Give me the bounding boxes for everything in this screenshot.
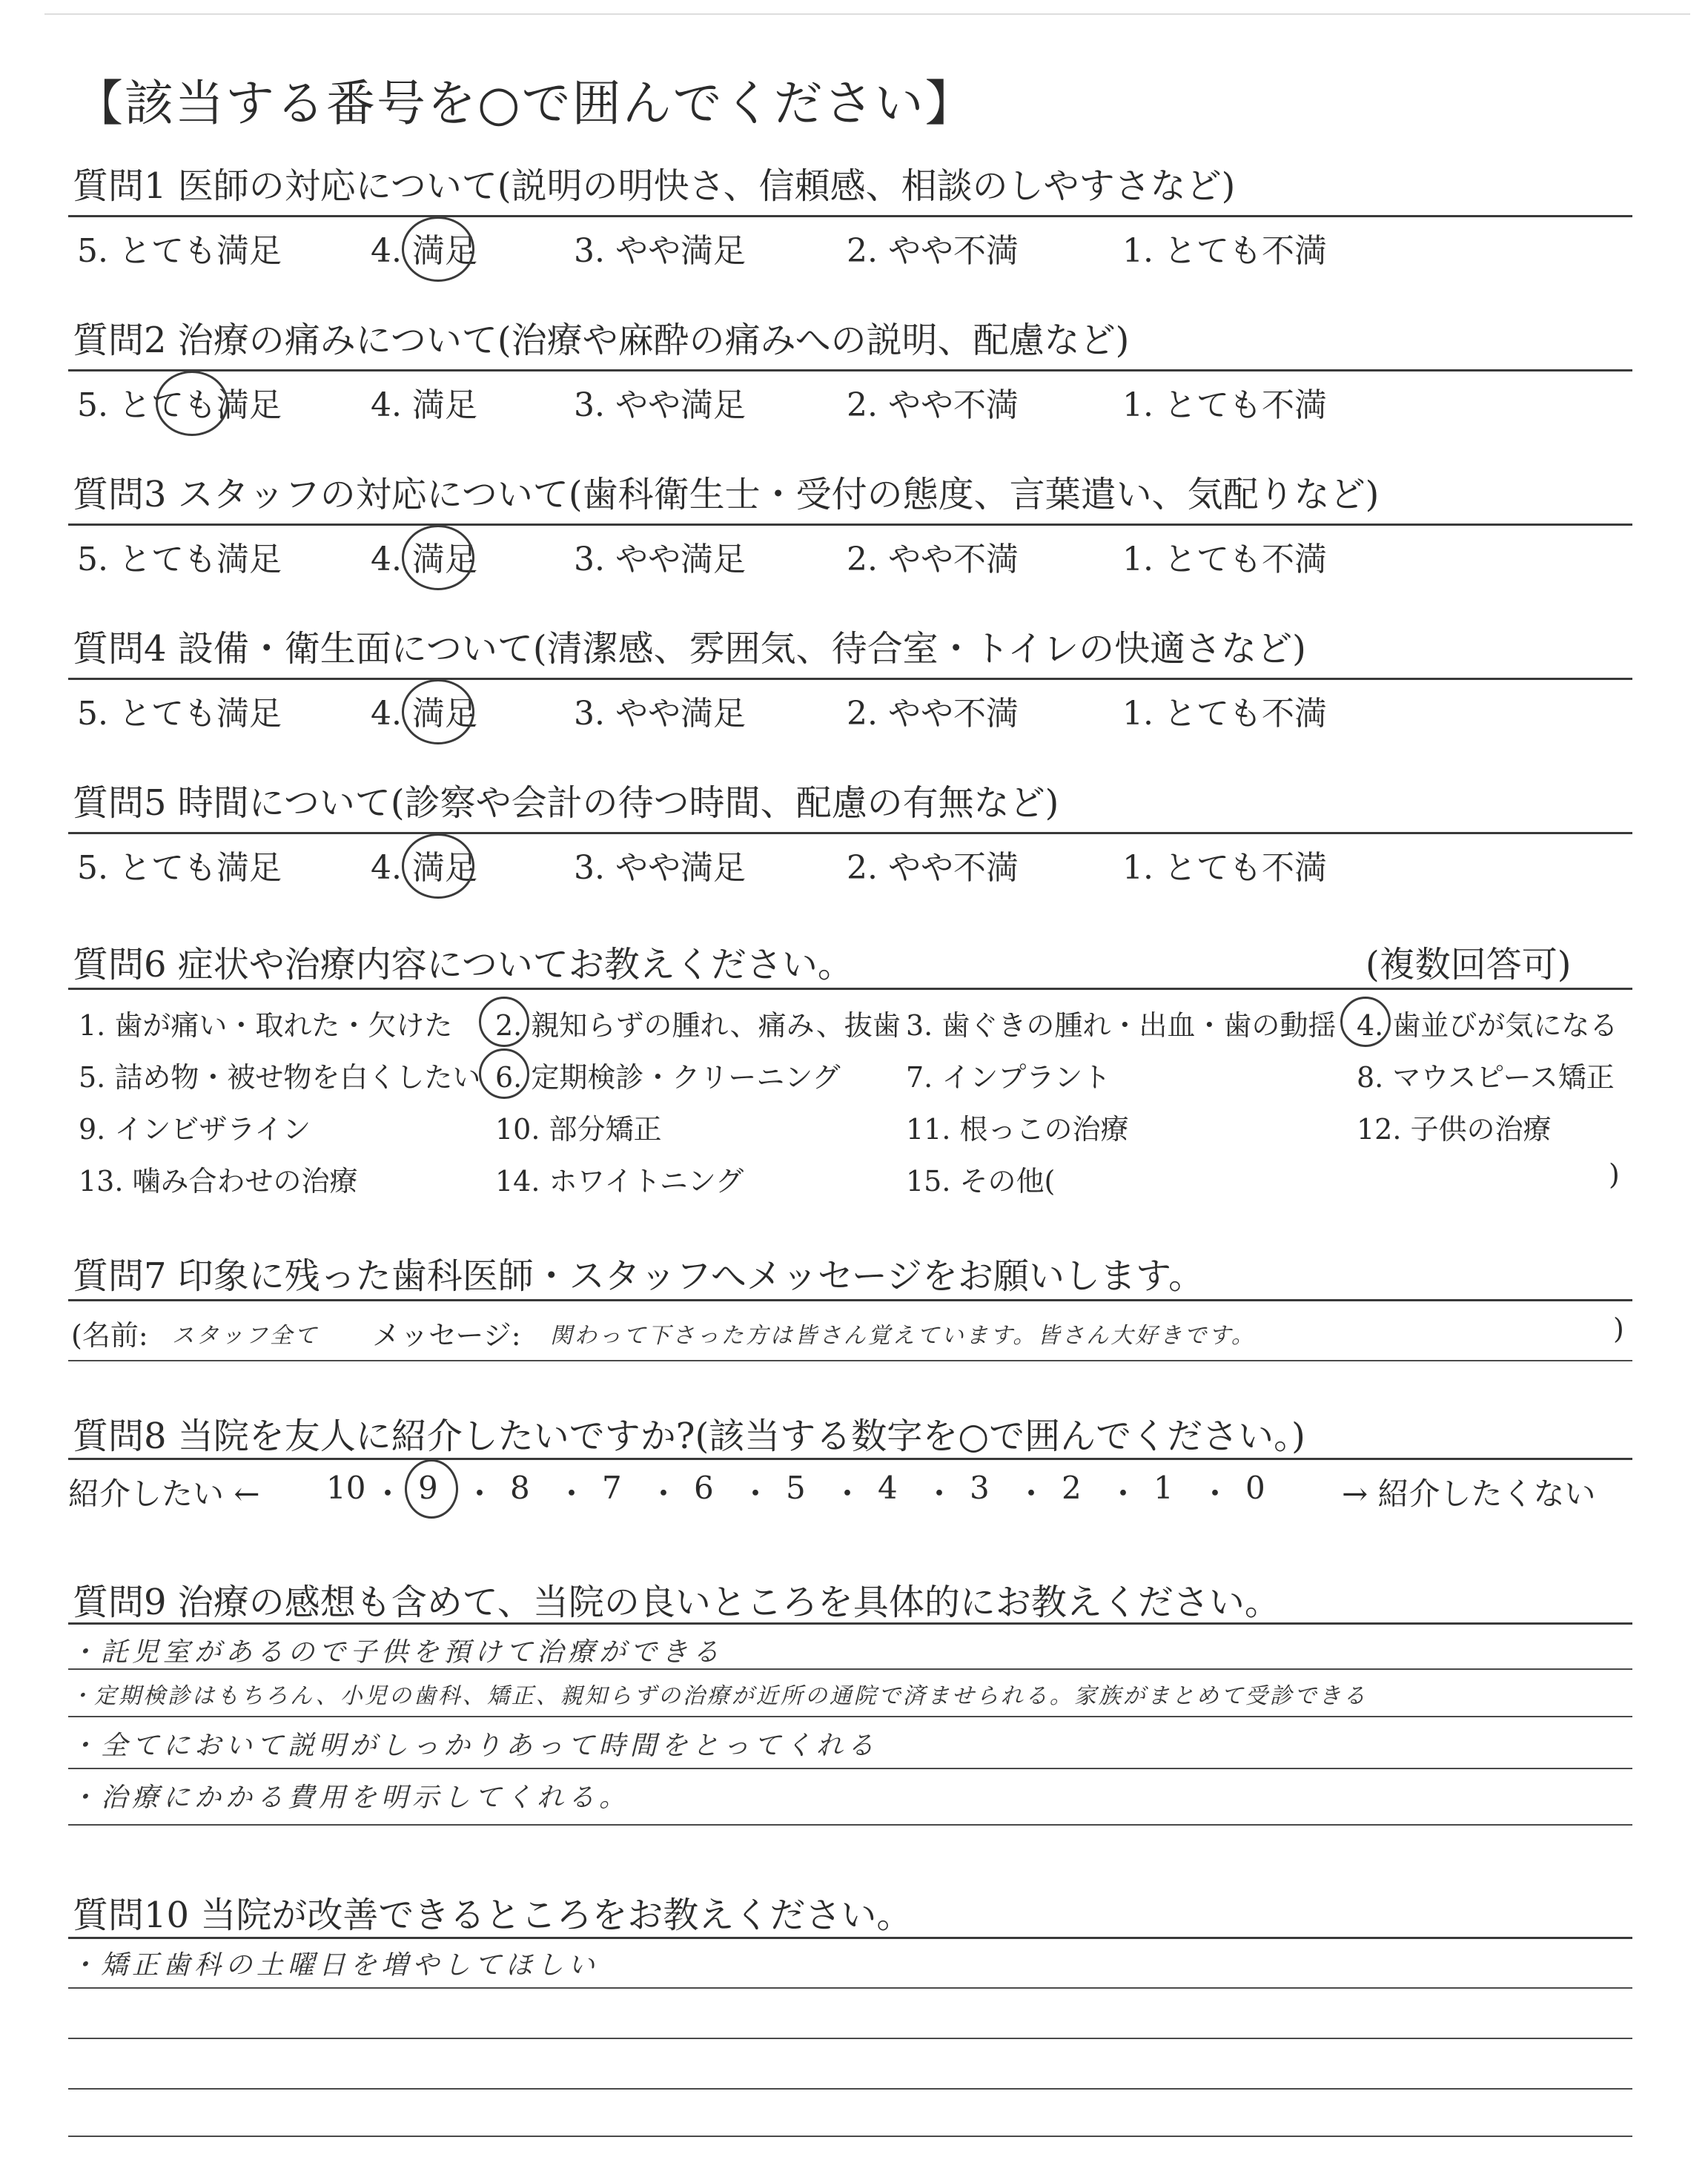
rating-option[interactable]: 3. やや満足 [574, 695, 746, 733]
answer-rule [68, 1824, 1632, 1826]
scale-number[interactable]: 6 [694, 1470, 714, 1506]
message-name-prefix: (名前: [71, 1319, 148, 1352]
symptom-option[interactable]: 1. 歯が痛い・取れた・欠けた [79, 1009, 453, 1042]
answer-rule [68, 1987, 1632, 1989]
rating-option[interactable]: 2. やや不満 [847, 232, 1019, 270]
scale-separator: ・ [1199, 1476, 1231, 1512]
scale-number[interactable]: 5 [786, 1470, 806, 1506]
answer-rule [68, 1768, 1632, 1769]
symptom-option[interactable]: 15. その他( [906, 1165, 1056, 1198]
rating-option[interactable]: 3. やや満足 [574, 541, 746, 578]
rating-option[interactable]: 2. やや不満 [847, 849, 1019, 887]
symptom-option[interactable]: 9. インビザライン [79, 1113, 311, 1146]
rating-option[interactable]: 4. 満足 [371, 541, 477, 578]
scale-number[interactable]: 9 [418, 1470, 438, 1506]
answer-line[interactable]: ・定期検診はもちろん、小児の歯科、矯正、親知らずの治療が近所の通院で済ませられる。家族がまとめて受診できる [70, 1683, 1368, 1709]
symptom-option[interactable]: 4. 歯並びが気になる [1357, 1009, 1618, 1042]
question-1-label: 質問1 医師の対応について(説明の明快さ、信頼感、相談のしやすさなど) [73, 165, 1236, 207]
form-title: 【該当する番号を○で囲んでください】 [74, 75, 976, 132]
rating-option[interactable]: 5. とても満足 [77, 386, 282, 424]
question-2-rule [68, 369, 1632, 371]
answer-rule [68, 1716, 1632, 1717]
rating-option[interactable]: 5. とても満足 [77, 695, 282, 733]
scale-separator: ・ [648, 1476, 680, 1512]
scale-number[interactable]: 0 [1245, 1470, 1265, 1506]
answer-rule [68, 1622, 1632, 1625]
answer-line[interactable]: ・全てにおいて説明がしっかりあって時間をとってくれる [70, 1731, 878, 1761]
symptom-option[interactable]: 2. 親知らずの腫れ、痛み、抜歯 [495, 1009, 901, 1042]
rating-option[interactable]: 2. やや不満 [847, 541, 1019, 578]
question-2-label: 質問2 治療の痛みについて(治療や麻酔の痛みへの説明、配慮など) [73, 320, 1130, 361]
rating-option[interactable]: 2. やや不満 [847, 695, 1019, 733]
scale-right-label: → 紹介したくない [1342, 1476, 1596, 1512]
scale-separator: ・ [464, 1476, 496, 1512]
answer-rule [68, 2088, 1632, 2090]
scale-number[interactable]: 3 [970, 1470, 990, 1506]
question-5-label: 質問5 時間について(診察や会計の待つ時間、配慮の有無など) [73, 782, 1059, 824]
scale-number[interactable]: 4 [878, 1470, 898, 1506]
scale-separator: ・ [1108, 1476, 1139, 1512]
rating-option[interactable]: 1. とても不満 [1122, 695, 1327, 733]
question-3-rule [68, 524, 1632, 526]
question-7-label: 質問7 印象に残った歯科医師・スタッフへメッセージをお願いします。 [73, 1255, 1205, 1297]
rating-option[interactable]: 4. 満足 [371, 695, 477, 733]
question-4-rule [68, 678, 1632, 680]
answer-line[interactable]: ・託児室があるので子供を預けて治療ができる [70, 1637, 724, 1668]
message-prefix: メッセージ: [372, 1319, 521, 1352]
question-3-label: 質問3 スタッフの対応について(歯科衛生士・受付の態度、言葉遣い、気配りなど) [73, 474, 1380, 515]
rating-option[interactable]: 4. 満足 [371, 849, 477, 887]
rating-option[interactable]: 3. やや満足 [574, 386, 746, 424]
rating-option[interactable]: 1. とても不満 [1122, 541, 1327, 578]
symptom-option[interactable]: 12. 子供の治療 [1357, 1113, 1552, 1146]
rating-option[interactable]: 5. とても満足 [77, 232, 282, 270]
rating-option[interactable]: 3. やや満足 [574, 849, 746, 887]
question-9-label: 質問9 治療の感想も含めて、当院の良いところを具体的にお教えください。 [73, 1582, 1280, 1623]
question-8-label: 質問8 当院を友人に紹介したいですか?(該当する数字を○で囲んでください。) [73, 1416, 1305, 1457]
question-7-rule [68, 1299, 1632, 1301]
symptom-option[interactable]: 3. 歯ぐきの腫れ・出血・歯の動揺 [906, 1009, 1337, 1042]
page-top-edge [44, 13, 1690, 15]
scale-number[interactable]: 7 [602, 1470, 622, 1506]
symptom-option[interactable]: 11. 根っこの治療 [906, 1113, 1129, 1146]
question-6-rule [68, 988, 1632, 990]
rating-option[interactable]: 1. とても不満 [1122, 849, 1327, 887]
message-value[interactable]: 関わって下さった方は皆さん覚えています。皆さん大好きです。 [550, 1323, 1256, 1349]
question-7-bottom-rule [68, 1360, 1632, 1361]
scale-separator: ・ [556, 1476, 588, 1512]
rating-option[interactable]: 5. とても満足 [77, 849, 282, 887]
scale-number[interactable]: 2 [1062, 1470, 1082, 1506]
question-4-label: 質問4 設備・衛生面について(清潔感、雰囲気、待合室・トイレの快適さなど) [73, 628, 1306, 670]
message-close-paren: ) [1613, 1312, 1624, 1345]
symptom-option[interactable]: 13. 噛み合わせの治療 [79, 1165, 358, 1198]
symptom-option[interactable]: 10. 部分矯正 [495, 1113, 662, 1146]
answer-rule [68, 2038, 1632, 2039]
message-name-value[interactable]: スタッフ全て [172, 1323, 319, 1349]
rating-option[interactable]: 2. やや不満 [847, 386, 1019, 424]
rating-option[interactable]: 1. とても不満 [1122, 386, 1327, 424]
scale-separator: ・ [740, 1476, 772, 1512]
scale-number[interactable]: 8 [510, 1470, 530, 1506]
symptom-option[interactable]: 14. ホワイトニング [495, 1165, 744, 1198]
scale-left-label: 紹介したい ← [68, 1476, 260, 1512]
scale-separator: ・ [832, 1476, 864, 1512]
question-1-rule [68, 215, 1632, 217]
answer-rule [68, 2136, 1632, 2137]
scale-separator: ・ [1016, 1476, 1047, 1512]
question-8-rule [68, 1458, 1632, 1460]
answer-line[interactable]: ・治療にかかる費用を明示してくれる。 [70, 1783, 631, 1813]
question-6-label: 質問6 症状や治療内容についてお教えください。 [73, 944, 853, 985]
rating-option[interactable]: 3. やや満足 [574, 232, 746, 270]
scale-separator: ・ [372, 1476, 404, 1512]
symptom-option[interactable]: 6. 定期検診・クリーニング [495, 1061, 841, 1094]
symptom-option[interactable]: ) [1609, 1158, 1620, 1191]
answer-rule [68, 1937, 1632, 1939]
scale-separator: ・ [924, 1476, 956, 1512]
rating-option[interactable]: 5. とても満足 [77, 541, 282, 578]
rating-option[interactable]: 1. とても不満 [1122, 232, 1327, 270]
symptom-option[interactable]: 5. 詰め物・被せ物を白くしたい [79, 1061, 481, 1094]
scale-number[interactable]: 1 [1153, 1470, 1174, 1506]
scale-number[interactable]: 10 [326, 1470, 366, 1506]
symptom-option[interactable]: 7. インプラント [906, 1061, 1111, 1094]
answer-line[interactable]: ・矯正歯科の土曜日を増やしてほしい [70, 1950, 600, 1981]
question-5-rule [68, 832, 1632, 834]
rating-option[interactable]: 4. 満足 [371, 232, 477, 270]
question-10-label: 質問10 当院が改善できるところをお教えください。 [73, 1895, 913, 1936]
rating-option[interactable]: 4. 満足 [371, 386, 477, 424]
symptom-option[interactable]: 8. マウスピース矯正 [1357, 1061, 1615, 1094]
question-6-note: (複数回答可) [1366, 944, 1572, 985]
